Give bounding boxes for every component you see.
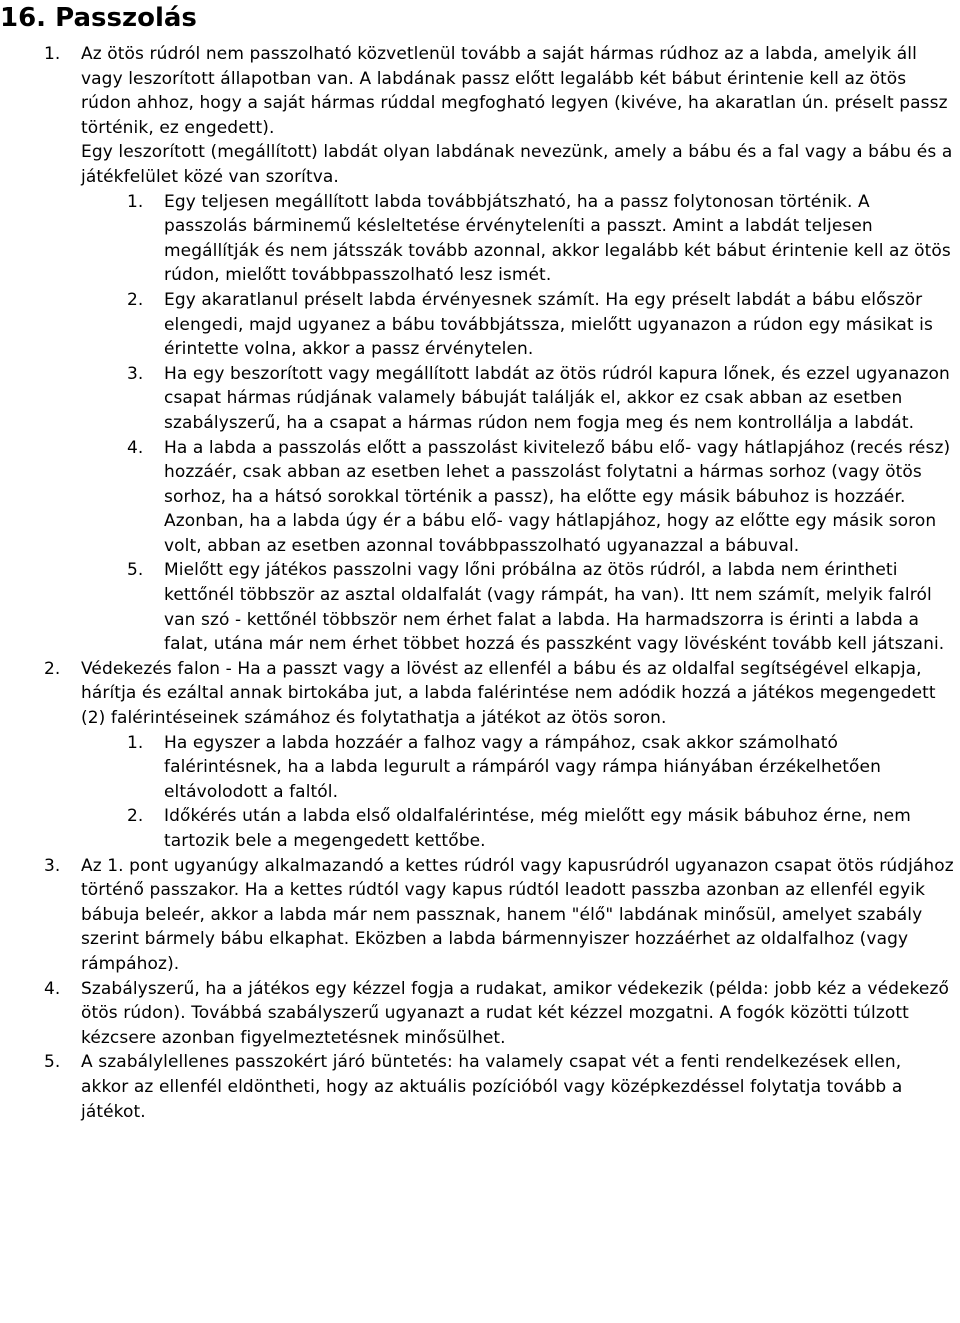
subrule-item-1-3	[0, 362, 960, 436]
subrule-text: Mielőtt egy játékos passzolni vagy lőni próbálna az ötös rúdról, a labda nem érintheti kettőnél többször az asztal oldalfalát (vagy rámpát, ha van). Itt nem számít, melyik falról van szó - kettőnél többször nem érhet falat a labda. Ha harmadszorra is érinti a labda a falat, utána már nem érhet többet hozzá és passzként vagy lövésként tovább kell játszani.	[164, 560, 945, 655]
rule-text: Védekezés falon - Ha a passzt vagy a lövést az ellenfél a bábu és az oldalfal segítségével elkapja, hárítja és ezáltal annak birtokába jut, a labda falérintése nem adódik hozzá a játékos megengedett (2) falérintéseinek számához és folytathatja a játékot az ötös soron.	[81, 658, 936, 729]
section-title: 16. Passzolás	[0, 3, 197, 33]
subrule-item-1-2	[0, 288, 960, 362]
rule-text: Szabályszerű, ha a játékos egy kézzel fogja a rudakat, amikor védekezik (példa: jobb kéz a védekező ötös rúdon). Továbbá szabályszerű ugyanazt a rudat két kézzel mozgatni. A fogók közötti túlzott kézcsere azonban figyelmeztetésnek minősülhet.	[81, 978, 950, 1048]
subrule-item-2-1	[0, 731, 960, 805]
rule-text: Az ötös rúdról nem passzolható közvetlenül tovább a saját hármas rúdhoz az a labda, amelyik áll vagy leszorított állapotban van. A labdának passz előtt legalább két bábut érintenie kell az ötös rúdon ahhoz, hogy a saját hármas rúddal megfogható legyen (kivéve, ha akaratlan ún. préselt passz történik, ez engedett).	[81, 44, 948, 138]
subrule-number: 2.	[127, 289, 144, 310]
rule-text: A szabálylellenes passzokért járó büntetés: ha valamely csapat vét a fenti rendelkezések ellen, akkor az ellenfél eldöntheti, hogy az aktuális pozícióból vagy középkezdéssel folytatja tovább a játékot.	[81, 1052, 903, 1122]
rules-list	[0, 42, 960, 1124]
subrule-number: 5.	[127, 560, 144, 581]
subrule-item-1-1	[0, 190, 960, 288]
rule-number: 1.	[44, 44, 61, 64]
subrule-text: Ha egy beszorított vagy megállított labdát az ötös rúdról kapura lőnek, és ezzel ugyanazon csapat hármas rúdjának valamely bábuját találják el, akkor ez csak abban az esetben szabályszerű, ha a csapat a hármas rúdon nem fogja meg és nem kontrollálja a labdát.	[164, 363, 950, 433]
subrule-number: 3.	[127, 363, 144, 384]
subrule-text: Egy akaratlanul préselt labda érvényesnek számít. Ha egy préselt labdát a bábu először elengedi, majd ugyanez a bábu továbbjátssza, mielőtt ugyanazon a rúdon egy másikat is érintette volna, akkor a passz érvénytelen.	[164, 289, 933, 360]
subrule-text: Ha egyszer a labda hozzáér a falhoz vagy a rámpához, csak akkor számolható falérintésnek, ha a labda legurult a rámpáról vagy rámpa hiányában érzékelhetően eltávolodott a faltól.	[164, 732, 881, 802]
rule-text: Egy leszorított (megállított) labdát olyan labdának nevezünk, amely a bábu és a fal vagy a bábu és a játékfelület közé van szorítva.	[81, 142, 953, 187]
subrule-text: Egy teljesen megállított labda továbbjátszható, ha a passz folytonosan történik. A passzolás bárminemű késleltetése érvényteleníti a passzt. Amint a labdát teljesen megállítják és nem játsszák tovább azonnal, akkor legalább két bábut érintenie kell az ötös rúdon, mielőtt továbbpasszolható lesz ismét.	[164, 191, 951, 286]
rule-item-4	[0, 977, 960, 1051]
rule-text: Az 1. pont ugyanúgy alkalmazandó a kettes rúdról vagy kapusrúdról ugyanazon csapat ötös rúdjához történő passzakor. Ha a kettes rúdtól vagy kapus rúdtól leadott passzba azonban az ellenfél egyik bábuja beleér, akkor a labda már nem passznak, hanem "élő" labdának minősül, amelyet szabály szerint bármely bábu elkaphat. Eközben a labda bármennyiszer hozzáérhet az oldalfalhoz (vagy rámpához).	[81, 855, 954, 974]
subrule-item-1-4	[0, 436, 960, 559]
subrule-text: Időkérés után a labda első oldalfalérintése, még mielőtt egy másik bábuhoz érne, nem tartozik bele a megengedett kettőbe.	[164, 806, 911, 851]
subrule-number: 2.	[127, 806, 144, 827]
subrule-number: 1.	[127, 191, 144, 212]
rule-item-2	[0, 657, 960, 731]
rule-number: 2.	[44, 658, 61, 679]
subrule-number: 4.	[127, 437, 144, 458]
rule-item-5	[0, 1050, 960, 1124]
rule-item-3	[0, 854, 960, 977]
rule-number: 5.	[44, 1052, 61, 1073]
subrule-item-1-5	[0, 558, 960, 656]
subrule-item-2-2	[0, 804, 960, 853]
subrule-number: 1.	[127, 732, 144, 753]
subrule-text: Ha a labda a passzolás előtt a passzolást kivitelező bábu elő- vagy hátlapjához (recés rész) hozzáér, csak abban az esetben lehet a passzolást folytatni a hármas sorhoz (vagy ötös sorhoz, ha a hátsó sorokkal történik a passz), ha előtte egy másik bábuhoz is hozzáér. Azonban, ha a labda úgy ér a bábu elő- vagy hátlapjához, hogy az előtte egy másik soron volt, abban az esetben azonnal továbbpasszolható ugyanazzal a bábuval.	[164, 437, 951, 556]
rule-number: 3.	[44, 855, 61, 876]
rule-item-1	[0, 42, 960, 190]
rule-number: 4.	[44, 978, 61, 999]
